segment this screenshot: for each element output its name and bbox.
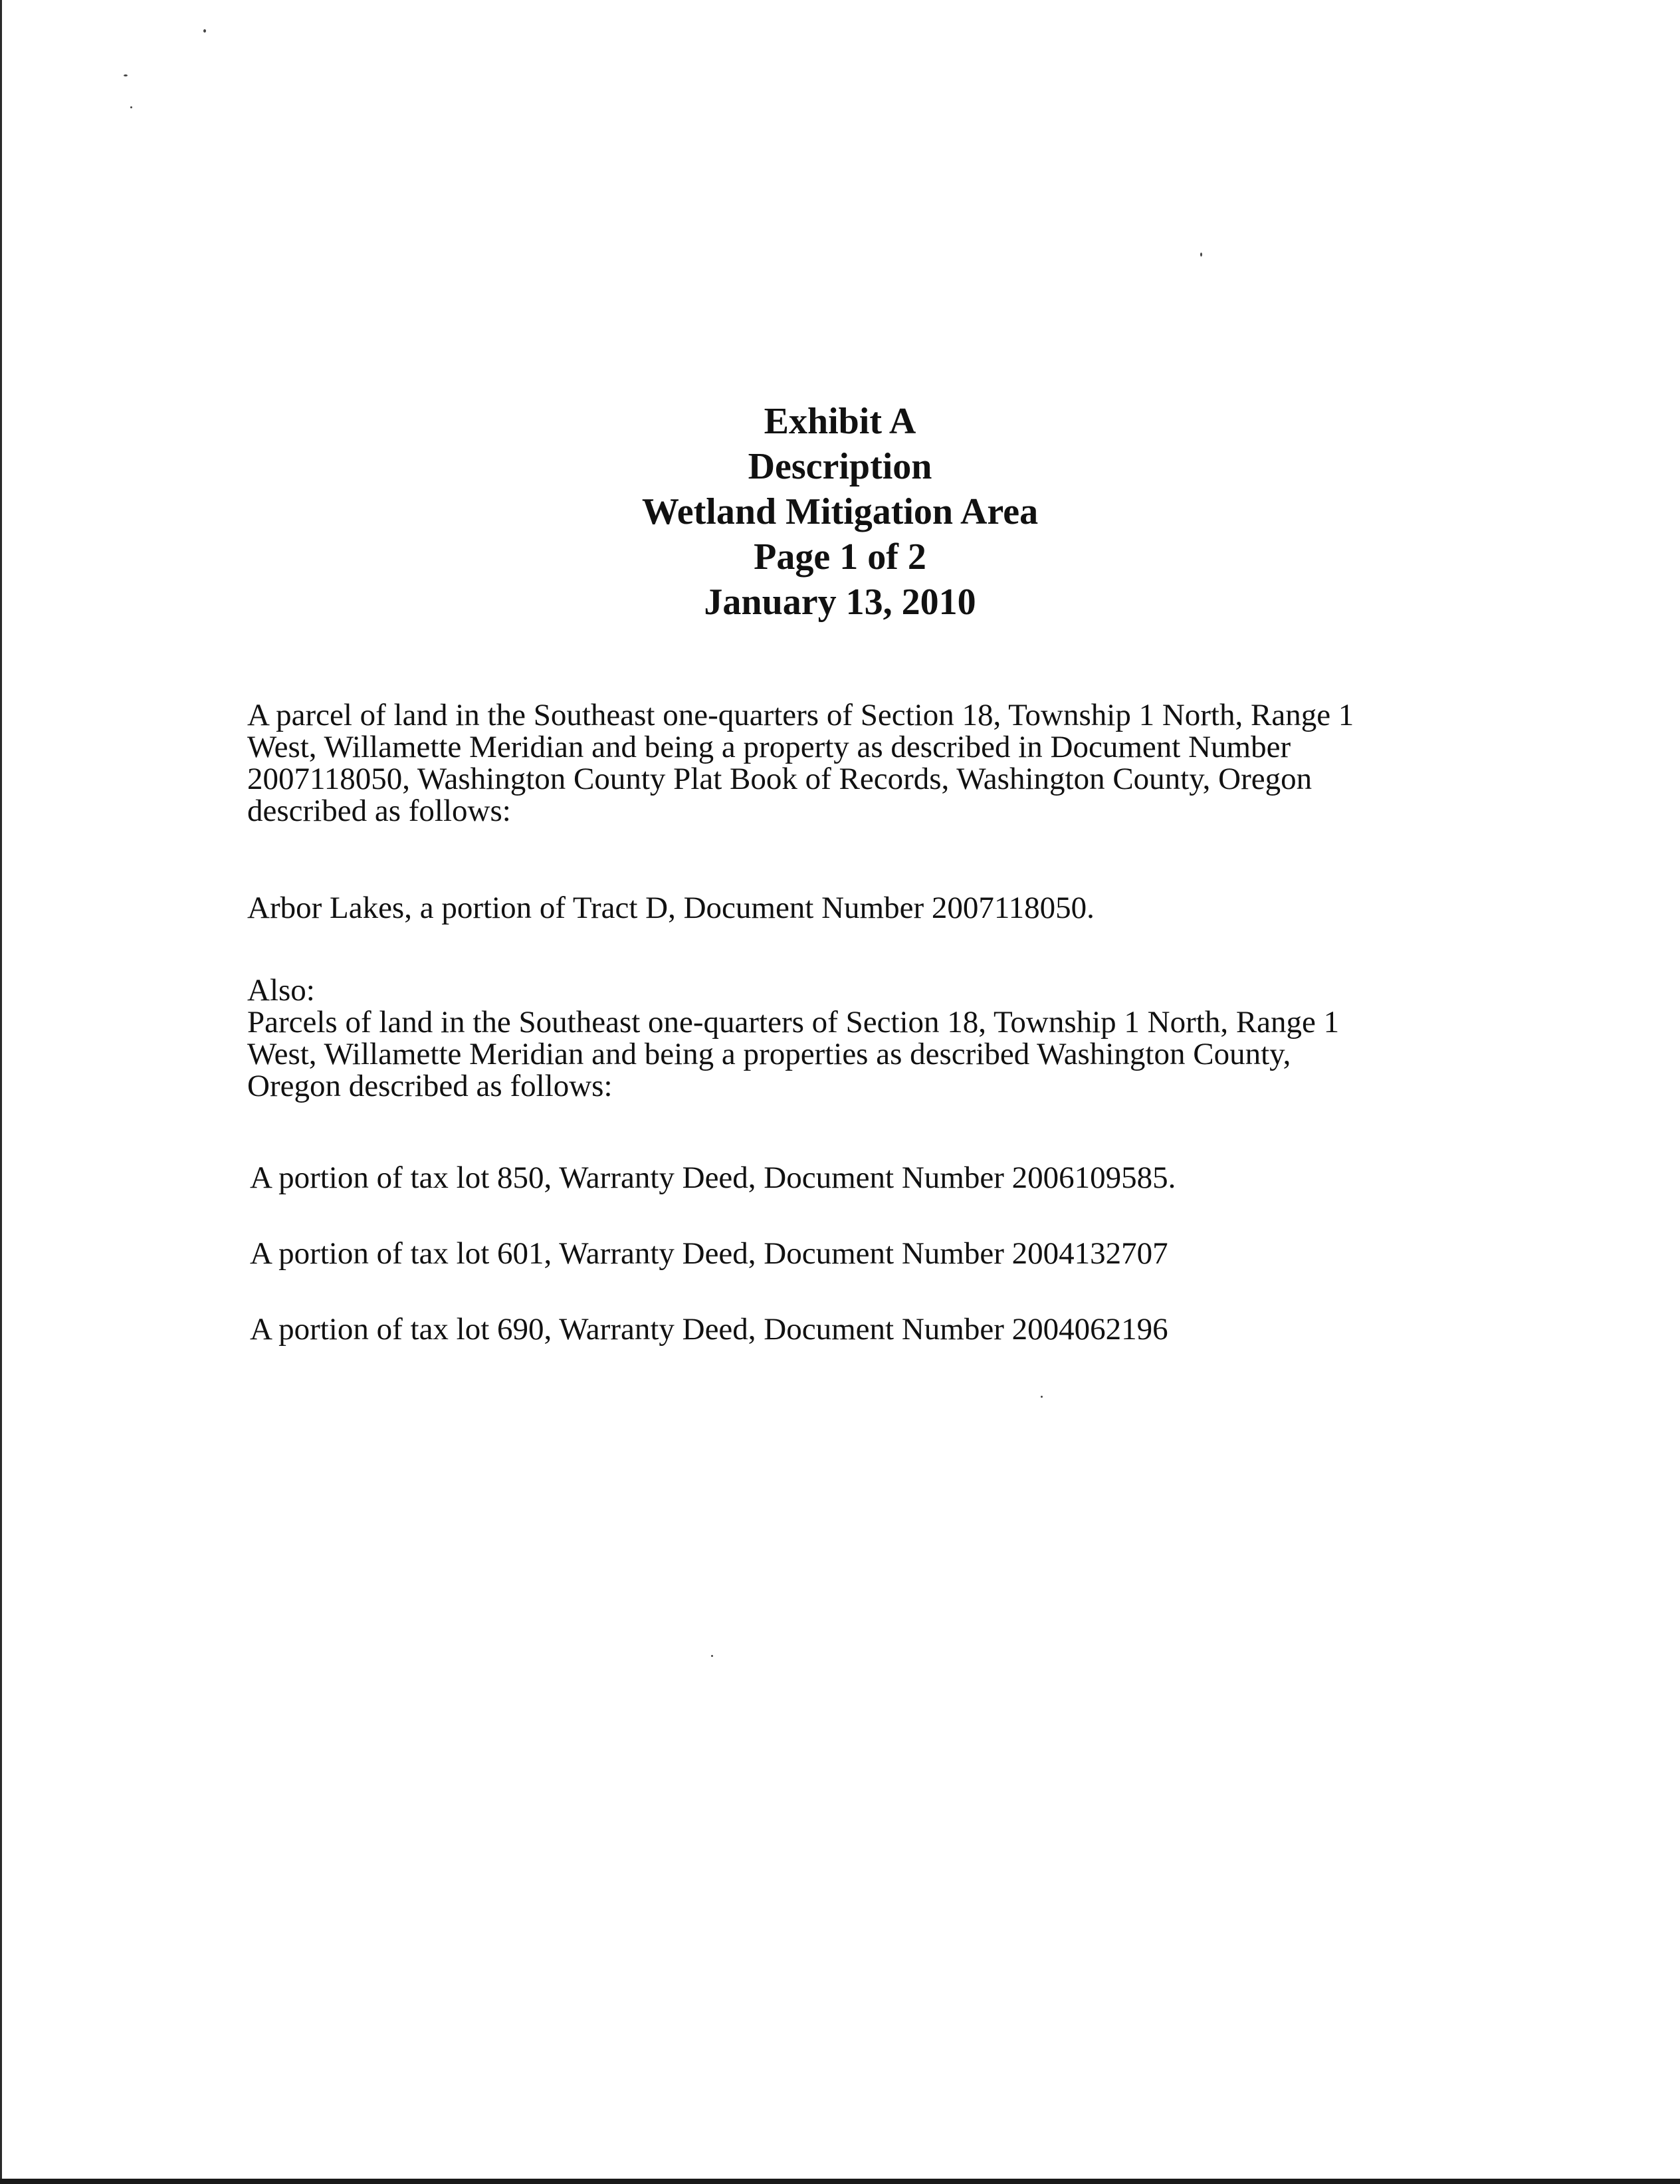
text-line: Parcels of land in the Southeast one-quarters of Section 18, Township 1 North, Range 1 (247, 1005, 1340, 1039)
text-line: West, Willamette Meridian and being a property as described in Document Number (247, 730, 1291, 764)
text-line: Also: (247, 973, 315, 1008)
scan-speck (711, 1655, 713, 1657)
scan-speck (1041, 1396, 1043, 1398)
text-line: A parcel of land in the Southeast one-quarters of Section 18, Township 1 North, Range 1 (247, 698, 1354, 732)
exhibit-subtitle-area: Wetland Mitigation Area (641, 491, 1039, 532)
tax-lot-690-paragraph: A portion of tax lot 690, Warranty Deed, Document Number 2004062196 (250, 1312, 1168, 1347)
scan-speck (124, 74, 128, 76)
scan-edge-bottom (0, 2179, 1680, 2184)
tax-lot-850-paragraph: A portion of tax lot 850, Warranty Deed, Document Number 2006109585. (250, 1160, 1176, 1195)
also-parcels-paragraph (247, 974, 1339, 1102)
text-line: described as follows: (247, 794, 511, 828)
exhibit-subtitle-description: Description (748, 446, 932, 487)
arbor-lakes-paragraph: Arbor Lakes, a portion of Tract D, Document Number 2007118050. (247, 891, 1095, 925)
tax-lot-601-paragraph: A portion of tax lot 601, Warranty Deed, Document Number 2004132707 (250, 1236, 1168, 1271)
text-line: 2007118050, Washington County Plat Book of Records, Washington County, Oregon (247, 762, 1312, 796)
scan-edge-left (0, 0, 2, 2184)
scan-speck (130, 106, 132, 108)
exhibit-header (0, 399, 1680, 625)
scan-speck (203, 29, 206, 33)
text-line: West, Willamette Meridian and being a properties as described Washington County, (247, 1037, 1291, 1071)
parcel-description-paragraph (247, 699, 1354, 827)
text-line: Oregon described as follows: (247, 1069, 613, 1103)
document-date: January 13, 2010 (704, 582, 976, 623)
exhibit-title: Exhibit A (764, 401, 916, 442)
scan-speck (1200, 253, 1202, 257)
page-indicator: Page 1 of 2 (754, 536, 926, 578)
